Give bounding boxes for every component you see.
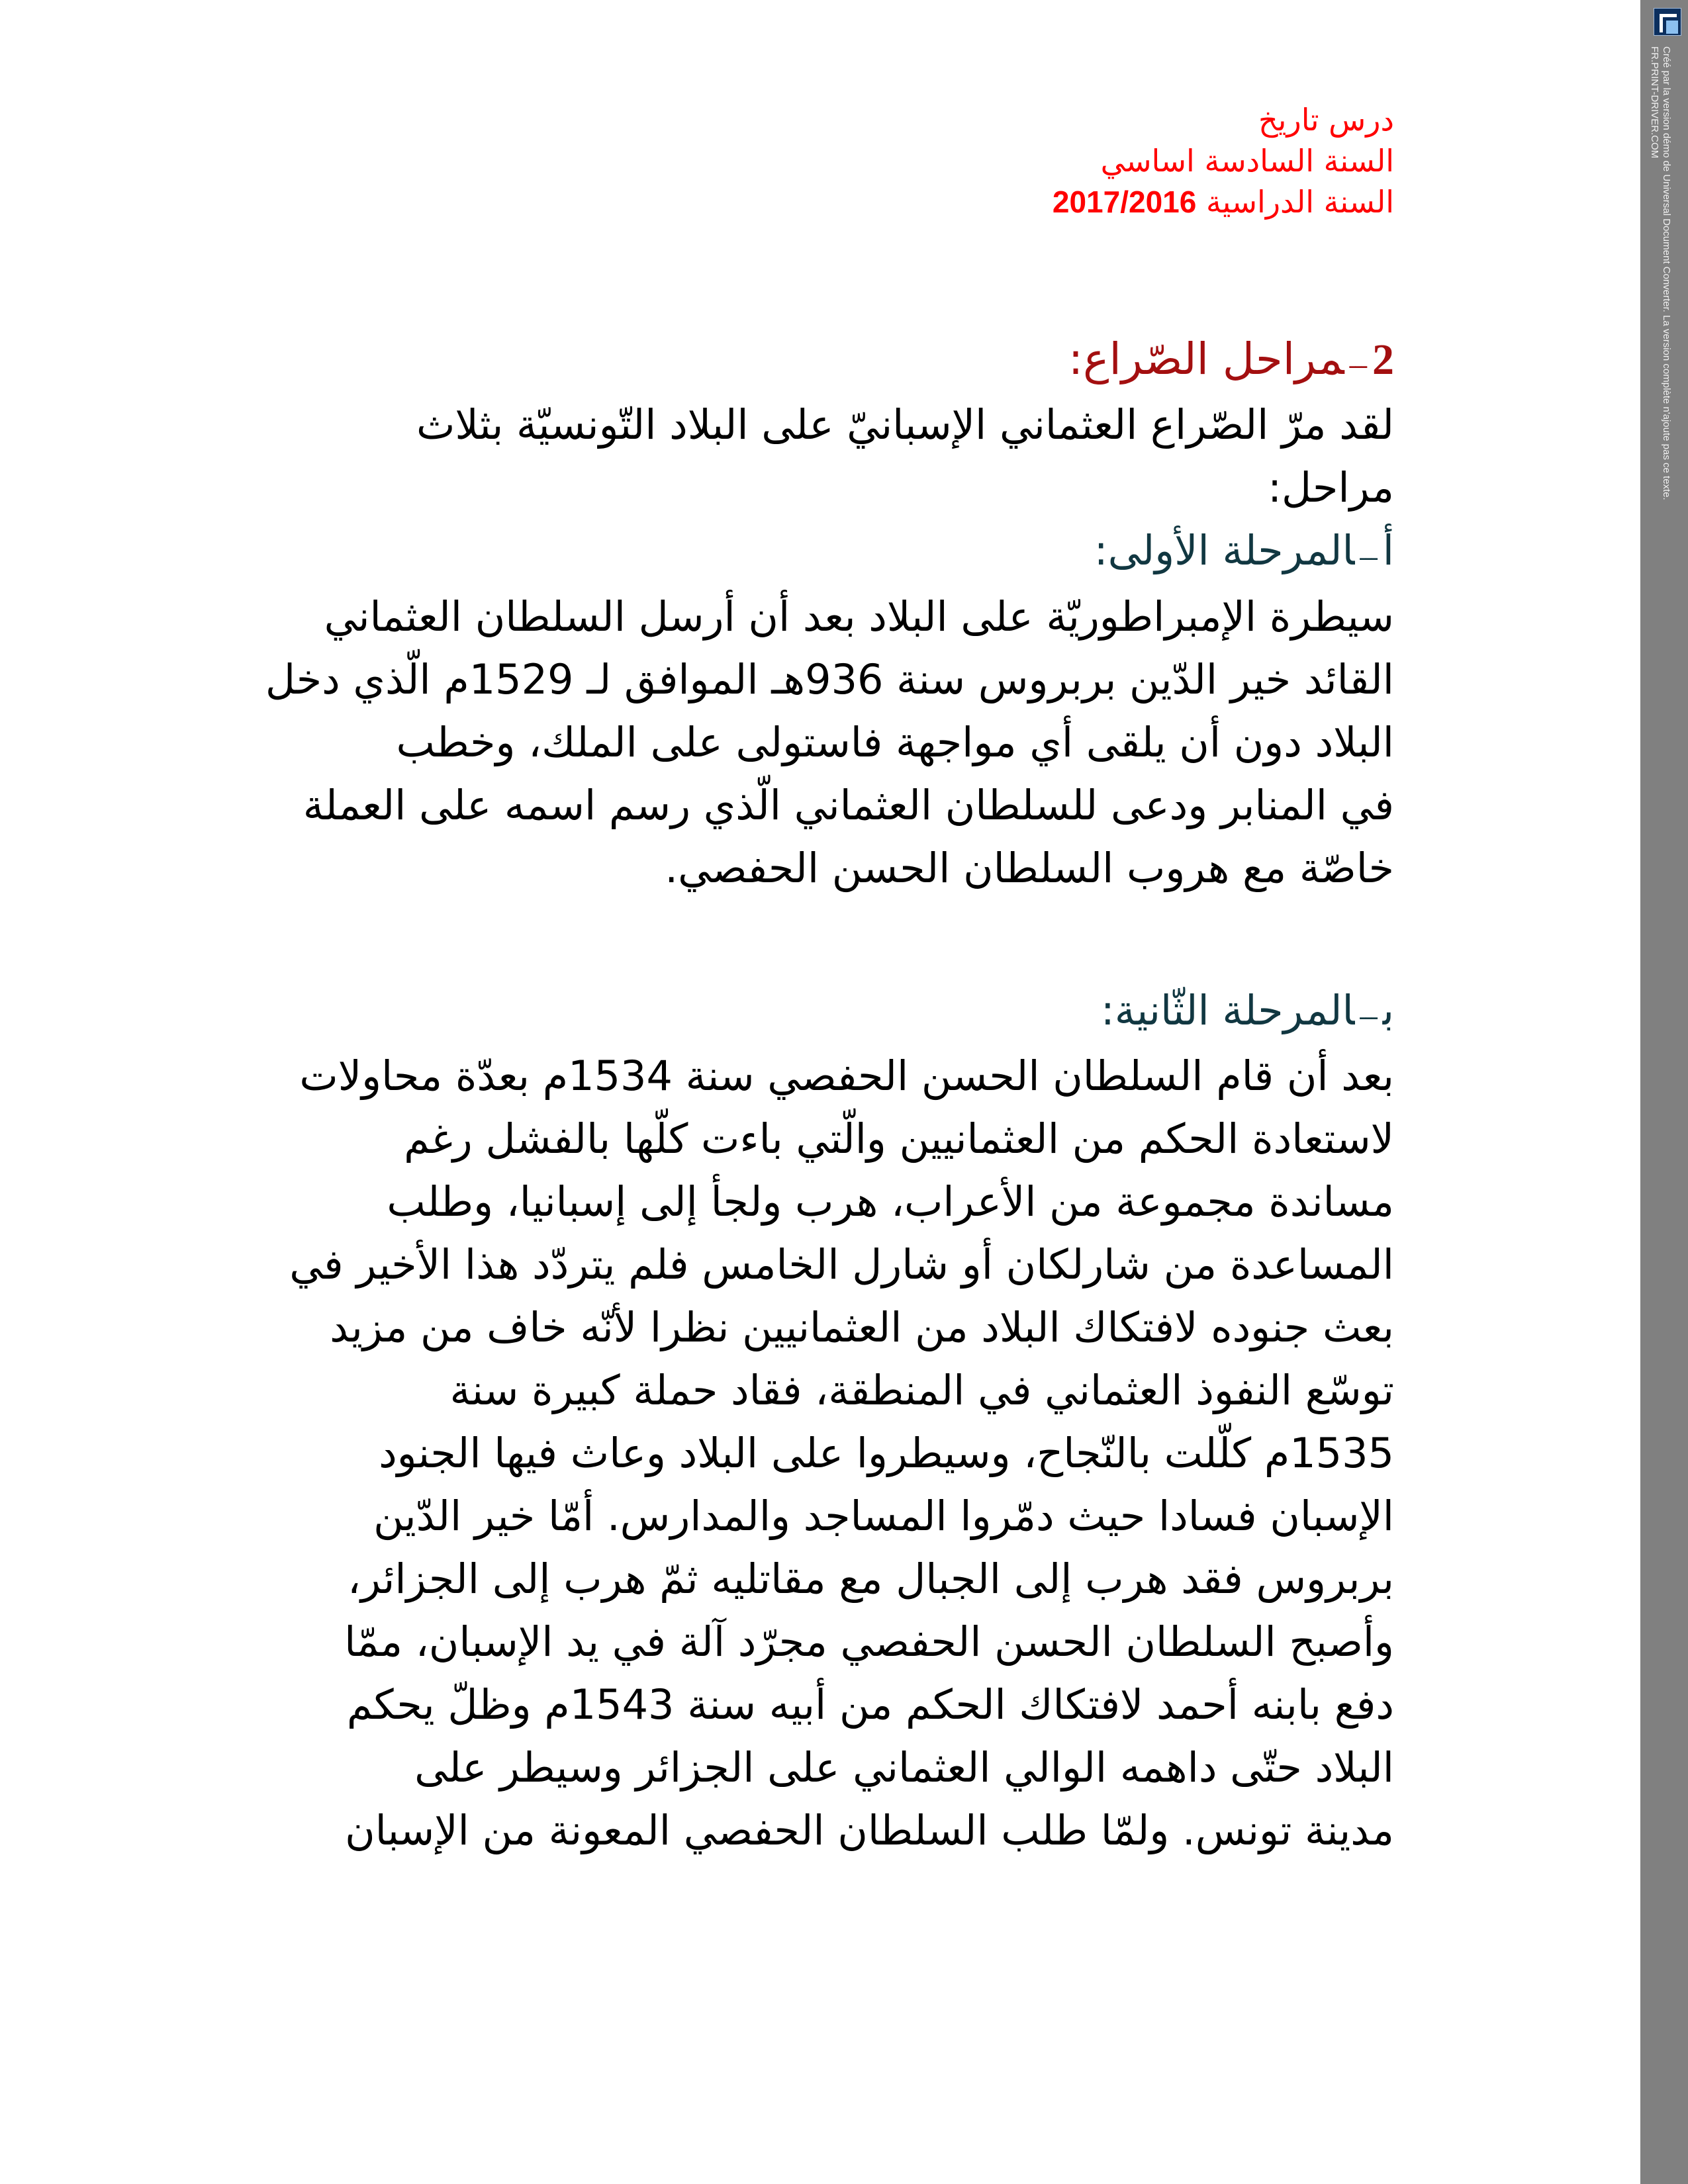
text-line: لاستعادة الحكم من العثمانيين والّتي باءت كلّها بالفشل رغم [404,1115,1394,1163]
text-line: بعد أن قام السلطان الحسن الحفصي سنة 1534م بعدّة محاولات [299,1052,1394,1101]
text-line: خاصّة مع هروب السلطان الحسن الحفصي. [665,843,1394,892]
section-heading [169,328,1394,393]
header-school-year [798,181,1394,222]
text-line: بربروس فقد هرب إلى الجبال مع مقاتليه ثمّ هرب إلى الجزائر، [347,1555,1394,1604]
intro-line: لقد مرّ الصّراع العثماني الإسبانيّ على البلاد التّونسيّة بثلاث [416,400,1394,449]
converter-logo-icon [1654,8,1681,36]
text-line: بعث جنوده لافتكاك البلاد من العثمانيين نظرا لأنّه خاف من مزيد [330,1303,1394,1352]
text-line: توسّع النفوذ العثماني في المنطقة، فقاد حملة كبيرة سنة [449,1366,1394,1415]
phase1-heading [169,519,1394,584]
text-line: البلاد حتّى داهمه الوالي العثماني على الجزائر وسيطر على [414,1743,1394,1792]
watermark-line-1: Créé par la version démo de Universal Document Converter. La version complète n'ajoute pas ce texte. [1661,46,1672,500]
text-line: في المنابر ودعى للسلطان العثماني الّذي رسم اسمه على العملة [303,780,1394,829]
ornament-icon: ـــ [1360,541,1378,565]
header-subject: درس تاريخ [1258,102,1394,138]
spacer [169,899,1394,979]
document-header [798,99,1394,222]
text-line: مدينة تونس. ولمّا طلب السلطان الحفصي المعونة من الإسبان [345,1806,1394,1855]
text-line: القائد خير الدّين بربروس سنة 936هـ الموافق لـ 1529م الّذي دخل [265,655,1394,704]
watermark-text [1648,46,1672,500]
phase1-letter: أ [1382,526,1394,575]
header-school-year-label: السنة الدراسية [1205,184,1394,220]
text-line: سيطرة الإمبراطوريّة على البلاد بعد أن أرسل السلطان العثماني [324,592,1394,641]
phase2-paragraph [169,1044,1394,1862]
text-line: المساعدة من شارلكان أو شارل الخامس فلم يتردّد هذا الأخير في [289,1240,1394,1289]
phase2-title: المرحلة الثّانية: [1100,985,1355,1034]
header-grade: السنة السادسة اساسي [1100,143,1394,179]
section-title: مراحل الصّراع: [1068,334,1344,385]
section-number: 2 [1372,336,1394,384]
text-line: الإسبان فسادا حيث دمّروا المساجد والمدارس. أمّا خير الدّين [373,1492,1394,1541]
intro-line: مراحل: [1268,463,1394,512]
text-line: مساندة مجموعة من الأعراب، هرب ولجأ إلى إسبانيا، وطلب [387,1177,1394,1226]
phase2-heading [169,979,1394,1044]
ornament-icon: ـــ [1349,350,1367,374]
text-line: وأصبح السلطان الحسن الحفصي مجرّد آلة في يد الإسبان، ممّا [344,1617,1394,1666]
document-body [169,328,1394,1862]
text-line: دفع بابنه أحمد لافتكاك الحكم من أبيه سنة 1543م وظلّ يحكم [346,1680,1394,1729]
watermark-sidebar [1640,0,1688,2184]
text-line: 1535م كلّلت بالنّجاح، وسيطروا على البلاد وعاث فيها الجنود [379,1429,1394,1478]
header-school-year-value: 2017/2016 [1052,185,1197,219]
section-intro [169,393,1394,519]
ornament-icon: ـــ [1360,1001,1378,1025]
watermark-line-2: FR.PRINT-DRIVER.COM [1649,46,1660,159]
phase1-title: المرحلة الأولى: [1094,526,1355,575]
phase2-letter: ب [1382,985,1394,1034]
text-line: البلاد دون أن يلقى أي مواجهة فاستولى على الملك، وخطب [396,717,1394,766]
phase1-paragraph [169,585,1394,899]
